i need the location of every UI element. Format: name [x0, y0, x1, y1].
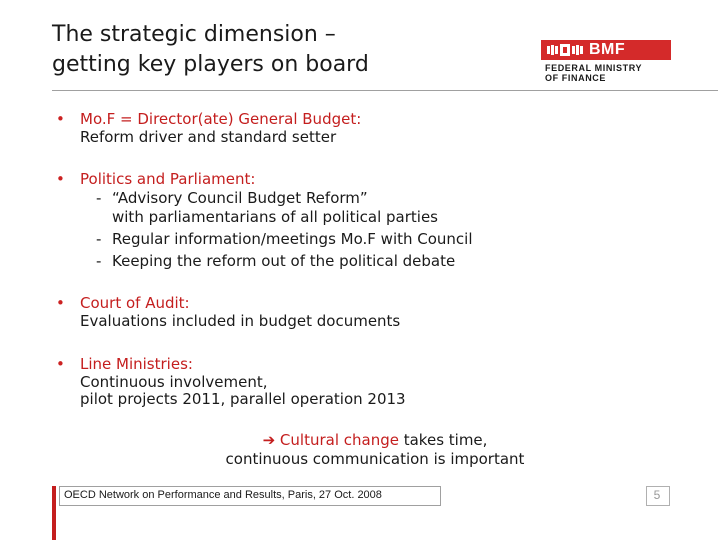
summary-line-2: continuous communication is important	[225, 450, 525, 468]
slide-title-line-2: getting key players on board	[52, 52, 369, 77]
slide-title-line-1: The strategic dimension –	[52, 22, 336, 47]
logo-ministry-line-2: OF FINANCE	[545, 73, 606, 83]
bullet-marker: •	[56, 355, 65, 373]
sub-item-dash: -	[96, 230, 102, 248]
eagle-icon	[545, 43, 585, 57]
summary-text: takes time,	[398, 431, 488, 449]
bullet-marker: •	[56, 170, 65, 188]
bullet-heading: Line Ministries:	[80, 355, 193, 373]
bullet-heading: Mo.F = Director(ate) General Budget:	[80, 110, 362, 128]
page-number: 5	[653, 488, 661, 502]
bullet-marker: •	[56, 294, 65, 312]
logo-ministry-line-1: FEDERAL MINISTRY	[545, 63, 643, 73]
title-divider	[52, 90, 718, 91]
bmf-logo	[541, 40, 691, 88]
logo-brand-text: BMF	[589, 41, 626, 58]
sub-item-dash: -	[96, 189, 102, 207]
sub-item-text: with parliamentarians of all political parties	[112, 208, 438, 226]
bullet-text: Continuous involvement,	[80, 373, 268, 391]
sub-item-text: Keeping the reform out of the political debate	[112, 252, 456, 270]
bullet-text: pilot projects 2011, parallel operation 2013	[80, 390, 406, 408]
sub-item-dash: -	[96, 252, 102, 270]
summary-line-1	[160, 431, 590, 450]
footer-text: OECD Network on Performance and Results, Paris, 27 Oct. 2008	[64, 489, 382, 501]
sub-item-text: “Advisory Council Budget Reform”	[112, 189, 368, 207]
bullet-marker: •	[56, 110, 65, 128]
logo-red-bar	[541, 40, 671, 60]
footer-accent-bar	[52, 486, 56, 540]
sub-item-text: Regular information/meetings Mo.F with Council	[112, 230, 473, 248]
slide-title	[52, 20, 472, 80]
summary-highlight: Cultural change	[279, 431, 399, 449]
bullet-text: Evaluations included in budget documents	[80, 312, 401, 330]
bullet-heading: Court of Audit:	[80, 294, 190, 312]
bullet-text: Reform driver and standard setter	[80, 128, 337, 146]
bullet-heading: Politics and Parliament:	[80, 170, 256, 188]
arrow-right-icon: ➔	[262, 431, 276, 449]
summary-conclusion	[160, 431, 590, 469]
